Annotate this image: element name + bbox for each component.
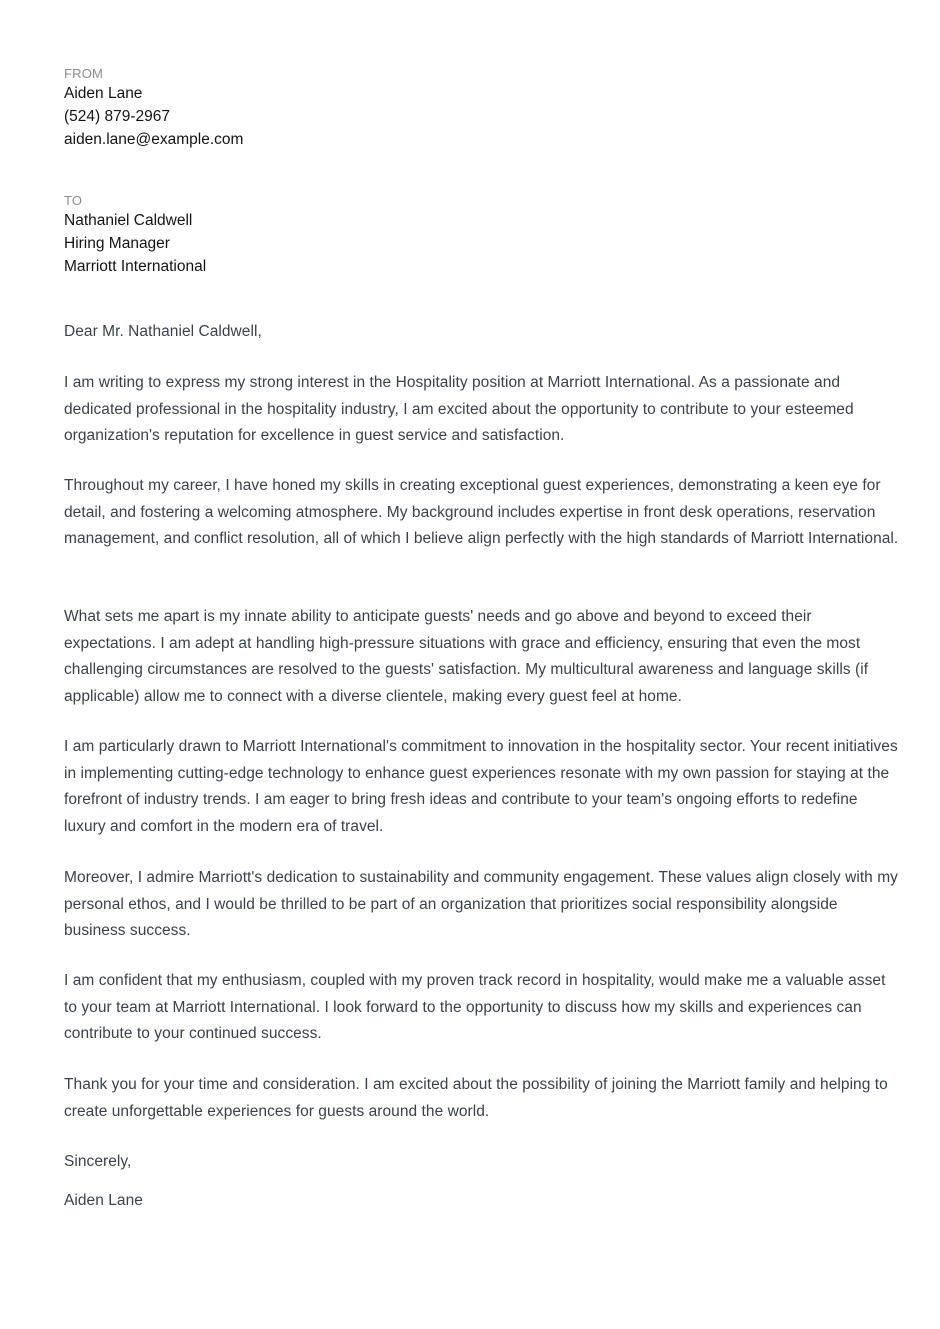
sender-phone: (524) 879-2967 — [64, 108, 170, 125]
paragraph-2: Throughout my career, I have honed my skills in creating exceptional guest experiences, demonstrating a keen eye for detail, and fostering a welcoming atmosphere. My background includes expertise in front desk operations, reservation management, and conflict resolution, all of which I believe align perfectly with the high standards of Marriott International. — [64, 477, 899, 548]
sender-email: aiden.lane@example.com — [64, 131, 244, 148]
recipient-name: Nathaniel Caldwell — [64, 212, 193, 229]
paragraph-4: I am particularly drawn to Marriott International's commitment to innovation in the hospitality sector. Your recent initiatives in implementing cutting-edge technology to enhance guest experiences resonate with my own passion for staying at the forefront of industry trends. I am eager to bring fresh ideas and contribute to your team's ongoing efforts to redefine luxury and comfort in the modern era of travel. — [64, 738, 898, 835]
recipient-label: TO — [64, 193, 83, 208]
paragraph-6: I am confident that my enthusiasm, coupled with my proven track record in hospitality, would make me a valuable asset to your team at Marriott International. I look forward to the opportunity to discuss how my skills and experiences can contribute to your continued success. — [64, 972, 886, 1043]
sender-name: Aiden Lane — [64, 85, 143, 102]
closing: Sincerely, — [64, 1153, 132, 1170]
salutation: Dear Mr. Nathaniel Caldwell, — [64, 323, 262, 340]
paragraph-1: I am writing to express my strong interest in the Hospitality position at Marriott International. As a passionate and dedicated professional in the hospitality industry, I am excited about the opportunity to contribute to your esteemed organization's reputation for excellence in guest service and satisfaction. — [64, 374, 854, 445]
paragraph-3: What sets me apart is my innate ability to anticipate guests' needs and go above and beyond to exceed their expectations. I am adept at handling high-pressure situations with grace and efficiency, ensuring that even the most challenging circumstances are resolved to the guests' satisfaction. My multicultural awareness and language skills (if applicable) allow me to connect with a diverse clientele, making every guest feel at home. — [64, 608, 869, 705]
recipient-title: Hiring Manager — [64, 235, 170, 252]
sender-block — [64, 66, 900, 151]
recipient-company: Marriott International — [64, 258, 207, 275]
paragraph-5: Moreover, I admire Marriott's dedication to sustainability and community engagement. These values align closely with my personal ethos, and I would be thrilled to be part of an organization that prioritizes social responsibility alongside business success. — [64, 869, 898, 940]
sender-label: FROM — [64, 66, 104, 81]
paragraph-7: Thank you for your time and consideration. I am excited about the possibility of joining the Marriott family and helping to create unforgettable experiences for guests around the world. — [64, 1076, 888, 1120]
signature: Aiden Lane — [64, 1192, 143, 1209]
recipient-block — [64, 193, 900, 278]
